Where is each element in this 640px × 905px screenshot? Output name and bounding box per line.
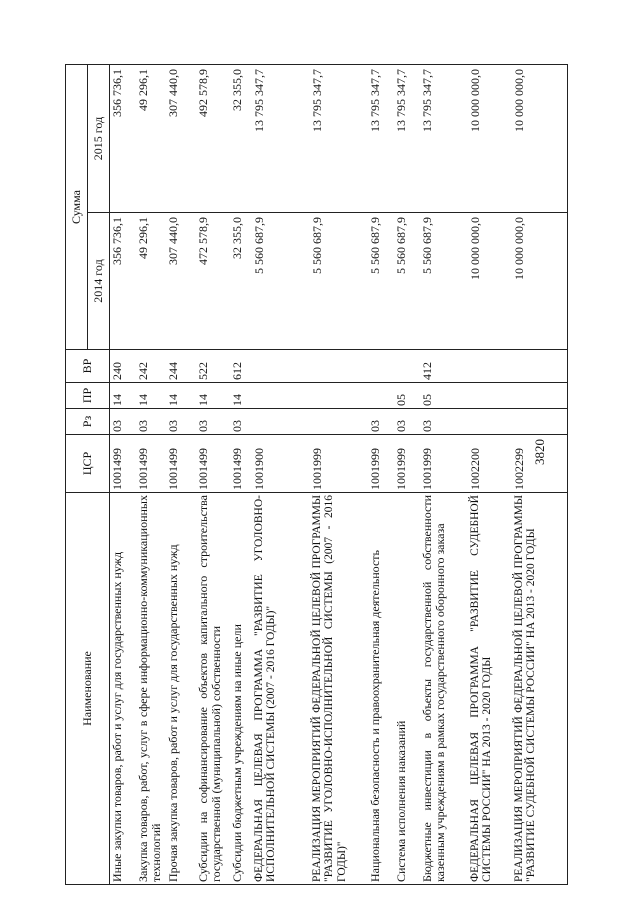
row-csr: 1002299	[512, 435, 568, 493]
row-vr	[394, 350, 420, 383]
row-rz	[512, 409, 568, 435]
row-rz: 03	[110, 409, 136, 435]
row-pr	[468, 383, 512, 409]
row-sum-2015: 10 000 000,0	[512, 64, 568, 212]
row-rz: 03	[420, 409, 468, 435]
table-row	[512, 64, 568, 884]
row-name: РЕАЛИЗАЦИЯ МЕРОПРИЯТИЙ ФЕДЕРАЛЬНОЙ ЦЕЛЕВОЙ ПРОГРАММЫ "РАЗВИТИЕ СУДЕБНОЙ СИСТЕМЫ РОССИИ" НА 2013 - 2020 ГОДЫ	[512, 493, 568, 885]
row-sum-2015: 32 355,0	[230, 64, 252, 212]
table-row	[110, 64, 136, 884]
row-name: Национальная безопасность и правоохранительная деятельность	[368, 493, 394, 885]
row-name: Иные закупки товаров, работ и услуг для государственных нужд	[110, 493, 136, 885]
row-pr	[512, 383, 568, 409]
row-rz: 03	[368, 409, 394, 435]
row-csr: 1001499	[230, 435, 252, 493]
page-number: 3820	[532, 439, 547, 465]
row-sum-2015: 49 296,1	[136, 64, 166, 212]
table-row	[468, 64, 512, 884]
row-sum-2015: 13 795 347,7	[368, 64, 394, 212]
row-sum-2014: 10 000 000,0	[468, 213, 512, 350]
row-vr: 522	[196, 350, 230, 383]
row-vr	[252, 350, 310, 383]
row-csr: 1001999	[310, 435, 368, 493]
row-sum-2015: 10 000 000,0	[468, 64, 512, 212]
row-pr: 14	[196, 383, 230, 409]
row-name: Субсидии бюджетным учреждениям на иные цели	[230, 493, 252, 885]
table-row	[368, 64, 394, 884]
table-row	[136, 64, 166, 884]
budget-table	[65, 64, 568, 885]
budget-table-container	[65, 65, 595, 885]
table-row	[420, 64, 468, 884]
row-vr: 612	[230, 350, 252, 383]
row-sum-2015: 307 440,0	[166, 64, 196, 212]
row-vr	[468, 350, 512, 383]
row-pr	[252, 383, 310, 409]
table-row	[394, 64, 420, 884]
row-pr: 14	[136, 383, 166, 409]
row-rz	[468, 409, 512, 435]
row-sum-2014: 5 560 687,9	[252, 213, 310, 350]
row-csr: 1001499	[196, 435, 230, 493]
table-row	[252, 64, 310, 884]
row-vr: 412	[420, 350, 468, 383]
row-name: Закупка товаров, работ, услуг в сфере информационно-коммуникационных технологий	[136, 493, 166, 885]
row-rz: 03	[166, 409, 196, 435]
row-sum-2015: 13 795 347,7	[310, 64, 368, 212]
header-pr: ПР	[66, 383, 110, 409]
row-rz: 03	[394, 409, 420, 435]
table-row	[196, 64, 230, 884]
row-sum-2015: 356 736,1	[110, 64, 136, 212]
row-csr: 1002200	[468, 435, 512, 493]
table-body	[110, 64, 568, 884]
row-csr: 1001499	[110, 435, 136, 493]
row-sum-2014: 32 355,0	[230, 213, 252, 350]
row-sum-2014: 10 000 000,0	[512, 213, 568, 350]
table-row	[310, 64, 368, 884]
row-csr: 1001999	[394, 435, 420, 493]
row-sum-2014: 307 440,0	[166, 213, 196, 350]
row-pr: 14	[166, 383, 196, 409]
row-sum-2014: 5 560 687,9	[420, 213, 468, 350]
row-vr	[512, 350, 568, 383]
header-rz: Рз	[66, 409, 110, 435]
row-name: Субсидии на софинансирование объектов капитального строительства государственной (муниципальной) собственности	[196, 493, 230, 885]
row-rz: 03	[196, 409, 230, 435]
row-vr	[310, 350, 368, 383]
table-row	[166, 64, 196, 884]
row-sum-2014: 49 296,1	[136, 213, 166, 350]
row-name: ФЕДЕРАЛЬНАЯ ЦЕЛЕВАЯ ПРОГРАММА "РАЗВИТИЕ СУДЕБНОЙ СИСТЕМЫ РОССИИ" НА 2013 - 2020 ГОДЫ	[468, 493, 512, 885]
row-name: Прочая закупка товаров, работ и услуг для государственных нужд	[166, 493, 196, 885]
row-pr: 05	[394, 383, 420, 409]
row-csr: 1001999	[368, 435, 394, 493]
row-vr: 242	[136, 350, 166, 383]
row-name: РЕАЛИЗАЦИЯ МЕРОПРИЯТИЙ ФЕДЕРАЛЬНОЙ ЦЕЛЕВОЙ ПРОГРАММЫ "РАЗВИТИЕ УГОЛОВНО-ИСПОЛНИТЕЛЬНОЙ СИСТЕМЫ (2007 - 2016 ГОДЫ)"	[310, 493, 368, 885]
header-name: Наименование	[66, 493, 110, 885]
row-pr: 05	[420, 383, 468, 409]
row-vr: 244	[166, 350, 196, 383]
row-pr	[310, 383, 368, 409]
row-vr	[368, 350, 394, 383]
row-name: ФЕДЕРАЛЬНАЯ ЦЕЛЕВАЯ ПРОГРАММА "РАЗВИТИЕ УГОЛОВНО-ИСПОЛНИТЕЛЬНОЙ СИСТЕМЫ (2007 - 2016 ГОДЫ)"	[252, 493, 310, 885]
header-year-2015: 2015 год	[88, 64, 110, 212]
row-sum-2014: 472 578,9	[196, 213, 230, 350]
row-sum-2014: 356 736,1	[110, 213, 136, 350]
row-pr	[368, 383, 394, 409]
row-csr: 1001999	[420, 435, 468, 493]
row-sum-2015: 13 795 347,7	[252, 64, 310, 212]
row-rz: 03	[230, 409, 252, 435]
header-csr: ЦСР	[66, 435, 110, 493]
row-sum-2015: 13 795 347,7	[394, 64, 420, 212]
header-year-2014: 2014 год	[88, 213, 110, 350]
row-csr: 1001499	[166, 435, 196, 493]
row-sum-2014: 5 560 687,9	[368, 213, 394, 350]
table-row	[230, 64, 252, 884]
row-sum-2015: 492 578,9	[196, 64, 230, 212]
header-sum: Сумма	[66, 64, 88, 349]
row-pr: 14	[110, 383, 136, 409]
row-sum-2014: 5 560 687,9	[310, 213, 368, 350]
row-vr: 240	[110, 350, 136, 383]
row-csr: 1001499	[136, 435, 166, 493]
row-rz	[252, 409, 310, 435]
row-sum-2015: 13 795 347,7	[420, 64, 468, 212]
row-name: Система исполнения наказаний	[394, 493, 420, 885]
row-name: Бюджетные инвестиции в объекты государственной собственности казенным учреждениям в рамках государственного оборонного заказа	[420, 493, 468, 885]
row-pr: 14	[230, 383, 252, 409]
row-rz	[310, 409, 368, 435]
row-csr: 1001900	[252, 435, 310, 493]
row-sum-2014: 5 560 687,9	[394, 213, 420, 350]
row-rz: 03	[136, 409, 166, 435]
header-vr: ВР	[66, 350, 110, 383]
